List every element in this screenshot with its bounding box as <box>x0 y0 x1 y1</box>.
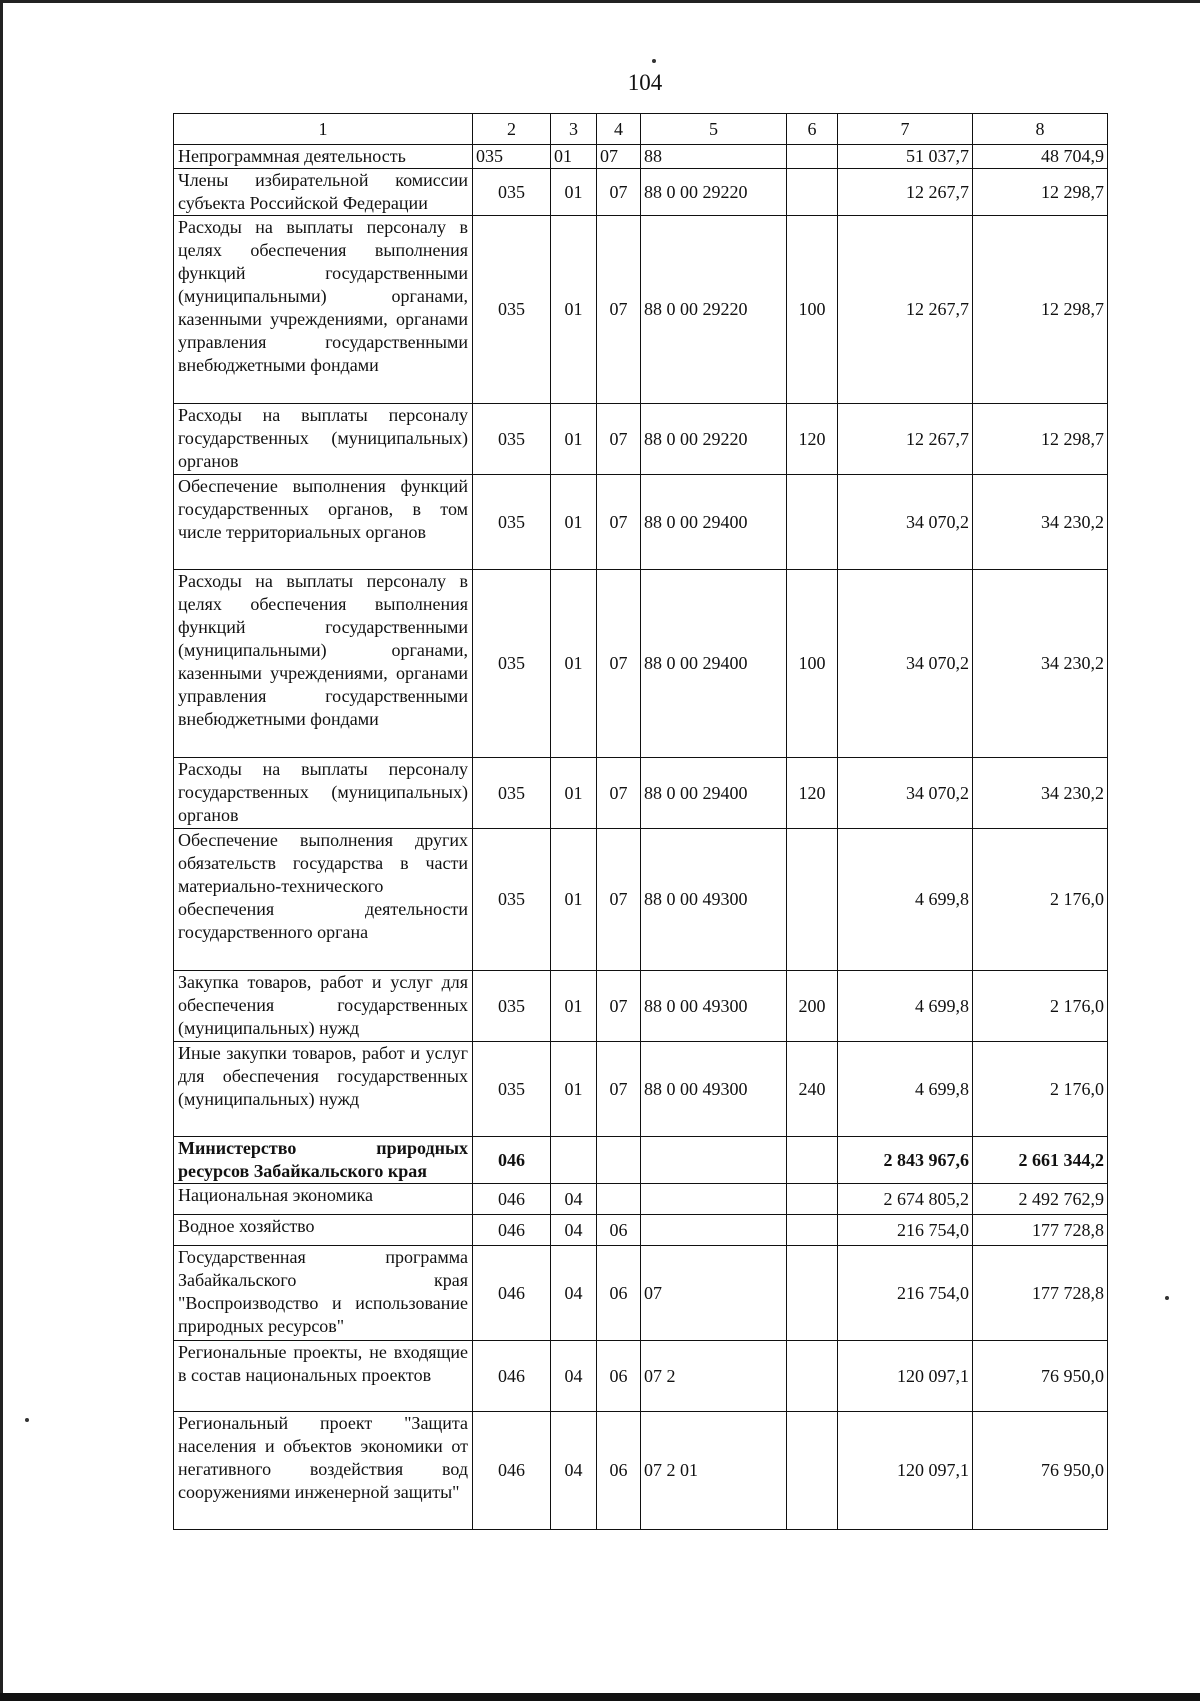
row-name: Непрограммная деятельность <box>174 145 473 169</box>
cell-section: 04 <box>551 1341 597 1412</box>
row-name: Закупка товаров, работ и услуг для обеспечения государственных (муниципальных) нужд <box>174 971 473 1042</box>
cell-expense-type: 240 <box>787 1042 838 1137</box>
cell-section: 01 <box>551 404 597 475</box>
cell-amount-2: 76 950,0 <box>973 1341 1108 1412</box>
scan-speck <box>1165 1296 1169 1300</box>
cell-amount-2: 2 176,0 <box>973 1042 1108 1137</box>
cell-subsection: 06 <box>597 1341 641 1412</box>
header-row <box>174 114 1108 145</box>
budget-table <box>173 113 1108 1530</box>
cell-subsection: 07 <box>597 169 641 216</box>
cell-section: 01 <box>551 169 597 216</box>
table-row <box>174 1042 1108 1137</box>
scan-speck <box>25 1418 29 1422</box>
header-cell: 5 <box>641 114 787 145</box>
cell-expense-type: 120 <box>787 758 838 829</box>
header-cell: 3 <box>551 114 597 145</box>
header-cell: 8 <box>973 114 1108 145</box>
cell-amount-2: 34 230,2 <box>973 570 1108 758</box>
cell-expense-type <box>787 1184 838 1215</box>
cell-expense-type <box>787 1215 838 1246</box>
header-cell: 2 <box>473 114 551 145</box>
cell-amount-1: 34 070,2 <box>838 475 973 570</box>
table-row <box>174 475 1108 570</box>
cell-section: 04 <box>551 1215 597 1246</box>
cell-amount-1: 216 754,0 <box>838 1246 973 1341</box>
cell-section: 04 <box>551 1412 597 1530</box>
cell-section: 01 <box>551 475 597 570</box>
cell-amount-1: 216 754,0 <box>838 1215 973 1246</box>
cell-admin: 046 <box>473 1412 551 1530</box>
cell-subsection: 07 <box>597 216 641 404</box>
cell-section: 01 <box>551 971 597 1042</box>
cell-target-article: 88 <box>641 145 787 169</box>
table-row <box>174 1246 1108 1341</box>
cell-expense-type <box>787 1246 838 1341</box>
cell-section: 01 <box>551 216 597 404</box>
cell-target-article: 88 0 00 49300 <box>641 829 787 971</box>
cell-amount-1: 2 674 805,2 <box>838 1184 973 1215</box>
cell-amount-2: 2 492 762,9 <box>973 1184 1108 1215</box>
scan-edge-bottom <box>0 1693 1200 1701</box>
cell-expense-type <box>787 475 838 570</box>
cell-amount-1: 4 699,8 <box>838 1042 973 1137</box>
cell-amount-1: 12 267,7 <box>838 169 973 216</box>
cell-amount-1: 12 267,7 <box>838 404 973 475</box>
cell-admin: 035 <box>473 758 551 829</box>
cell-amount-2: 34 230,2 <box>973 758 1108 829</box>
cell-admin: 046 <box>473 1137 551 1184</box>
table-row <box>174 570 1108 758</box>
cell-amount-1: 34 070,2 <box>838 758 973 829</box>
cell-section: 01 <box>551 829 597 971</box>
cell-amount-1: 34 070,2 <box>838 570 973 758</box>
cell-admin: 035 <box>473 169 551 216</box>
table-row <box>174 758 1108 829</box>
cell-amount-1: 120 097,1 <box>838 1341 973 1412</box>
header-cell: 4 <box>597 114 641 145</box>
cell-subsection: 07 <box>597 1042 641 1137</box>
row-name: Государственная программа Забайкальского края "Воспроизводство и использование природных ресурсов" <box>174 1246 473 1341</box>
cell-admin: 035 <box>473 1042 551 1137</box>
row-name: Расходы на выплаты персоналу в целях обеспечения выполнения функций государственными (муниципальными) органами, казенными учреждениями, органами управления государственными внебюджетными фондами <box>174 216 473 404</box>
table-row <box>174 1215 1108 1246</box>
cell-section: 01 <box>551 758 597 829</box>
cell-section: 01 <box>551 570 597 758</box>
cell-target-article: 07 <box>641 1246 787 1341</box>
cell-amount-2: 12 298,7 <box>973 404 1108 475</box>
table-row <box>174 1412 1108 1530</box>
cell-target-article: 07 2 01 <box>641 1412 787 1530</box>
cell-admin: 046 <box>473 1341 551 1412</box>
cell-expense-type <box>787 145 838 169</box>
scan-edge-left <box>0 0 3 1701</box>
cell-subsection: 06 <box>597 1246 641 1341</box>
row-name: Члены избирательной комиссии субъекта Российской Федерации <box>174 169 473 216</box>
cell-target-article: 88 0 00 29400 <box>641 475 787 570</box>
table-row <box>174 145 1108 169</box>
table-row-ministry <box>174 1137 1108 1184</box>
cell-admin: 035 <box>473 216 551 404</box>
cell-amount-2: 12 298,7 <box>973 216 1108 404</box>
cell-subsection: 07 <box>597 829 641 971</box>
cell-target-article <box>641 1215 787 1246</box>
cell-admin: 035 <box>473 404 551 475</box>
row-name: Иные закупки товаров, работ и услуг для обеспечения государственных (муниципальных) нужд <box>174 1042 473 1137</box>
row-name: Национальная экономика <box>174 1184 473 1215</box>
cell-section: 01 <box>551 145 597 169</box>
header-cell: 6 <box>787 114 838 145</box>
scan-speck <box>652 59 656 63</box>
cell-amount-2: 2 176,0 <box>973 829 1108 971</box>
cell-amount-1: 4 699,8 <box>838 829 973 971</box>
cell-subsection: 07 <box>597 145 641 169</box>
scan-edge-top <box>0 0 1200 3</box>
cell-subsection: 07 <box>597 758 641 829</box>
cell-admin: 035 <box>473 145 551 169</box>
cell-expense-type: 120 <box>787 404 838 475</box>
cell-target-article: 88 0 00 29220 <box>641 169 787 216</box>
cell-amount-1: 12 267,7 <box>838 216 973 404</box>
cell-expense-type <box>787 1412 838 1530</box>
cell-subsection: 07 <box>597 475 641 570</box>
cell-amount-2: 34 230,2 <box>973 475 1108 570</box>
row-name: Обеспечение выполнения других обязательств государства в части материально-технического обеспечения деятельности государственного органа <box>174 829 473 971</box>
cell-expense-type <box>787 1137 838 1184</box>
cell-target-article: 88 0 00 29220 <box>641 216 787 404</box>
cell-amount-1: 2 843 967,6 <box>838 1137 973 1184</box>
table-row <box>174 829 1108 971</box>
page-number: 104 <box>627 70 663 95</box>
header-cell: 7 <box>838 114 973 145</box>
cell-section: 01 <box>551 1042 597 1137</box>
cell-amount-2: 76 950,0 <box>973 1412 1108 1530</box>
cell-target-article: 88 0 00 29400 <box>641 758 787 829</box>
cell-section <box>551 1137 597 1184</box>
cell-target-article: 07 2 <box>641 1341 787 1412</box>
cell-target-article: 88 0 00 49300 <box>641 1042 787 1137</box>
table-row <box>174 404 1108 475</box>
cell-section: 04 <box>551 1246 597 1341</box>
cell-subsection: 06 <box>597 1412 641 1530</box>
row-name: Расходы на выплаты персоналу государственных (муниципальных) органов <box>174 758 473 829</box>
cell-target-article <box>641 1184 787 1215</box>
cell-amount-2: 2 661 344,2 <box>973 1137 1108 1184</box>
cell-expense-type: 100 <box>787 216 838 404</box>
table-row <box>174 971 1108 1042</box>
cell-admin: 035 <box>473 475 551 570</box>
row-name: Водное хозяйство <box>174 1215 473 1246</box>
cell-target-article: 88 0 00 49300 <box>641 971 787 1042</box>
cell-target-article: 88 0 00 29400 <box>641 570 787 758</box>
cell-subsection <box>597 1137 641 1184</box>
cell-amount-2: 177 728,8 <box>973 1215 1108 1246</box>
cell-amount-2: 12 298,7 <box>973 169 1108 216</box>
table-row <box>174 169 1108 216</box>
row-name: Обеспечение выполнения функций государственных органов, в том числе территориальных органов <box>174 475 473 570</box>
table-row <box>174 1184 1108 1215</box>
cell-amount-2: 48 704,9 <box>973 145 1108 169</box>
row-name: Региональный проект "Защита населения и объектов экономики от негативного воздействия вод сооружениями инженерной защиты" <box>174 1412 473 1530</box>
row-name: Министерство природных ресурсов Забайкальского края <box>174 1137 473 1184</box>
cell-admin: 035 <box>473 971 551 1042</box>
cell-target-article: 88 0 00 29220 <box>641 404 787 475</box>
cell-target-article <box>641 1137 787 1184</box>
cell-expense-type: 100 <box>787 570 838 758</box>
row-name: Расходы на выплаты персоналу государственных (муниципальных) органов <box>174 404 473 475</box>
cell-subsection: 06 <box>597 1215 641 1246</box>
cell-section: 04 <box>551 1184 597 1215</box>
cell-admin: 035 <box>473 829 551 971</box>
cell-amount-2: 177 728,8 <box>973 1246 1108 1341</box>
cell-admin: 035 <box>473 570 551 758</box>
table-row <box>174 1341 1108 1412</box>
row-name: Расходы на выплаты персоналу в целях обеспечения выполнения функций государственными (муниципальными) органами, казенными учреждениями, органами управления государственными внебюджетными фондами <box>174 570 473 758</box>
cell-subsection: 07 <box>597 570 641 758</box>
table-row <box>174 216 1108 404</box>
cell-expense-type: 200 <box>787 971 838 1042</box>
header-cell: 1 <box>174 114 473 145</box>
cell-amount-1: 120 097,1 <box>838 1412 973 1530</box>
row-name: Региональные проекты, не входящие в состав национальных проектов <box>174 1341 473 1412</box>
cell-subsection: 07 <box>597 971 641 1042</box>
cell-expense-type <box>787 829 838 971</box>
cell-expense-type <box>787 1341 838 1412</box>
cell-subsection: 07 <box>597 404 641 475</box>
cell-amount-2: 2 176,0 <box>973 971 1108 1042</box>
cell-amount-1: 51 037,7 <box>838 145 973 169</box>
cell-admin: 046 <box>473 1215 551 1246</box>
cell-subsection <box>597 1184 641 1215</box>
cell-expense-type <box>787 169 838 216</box>
cell-amount-1: 4 699,8 <box>838 971 973 1042</box>
cell-admin: 046 <box>473 1184 551 1215</box>
cell-admin: 046 <box>473 1246 551 1341</box>
